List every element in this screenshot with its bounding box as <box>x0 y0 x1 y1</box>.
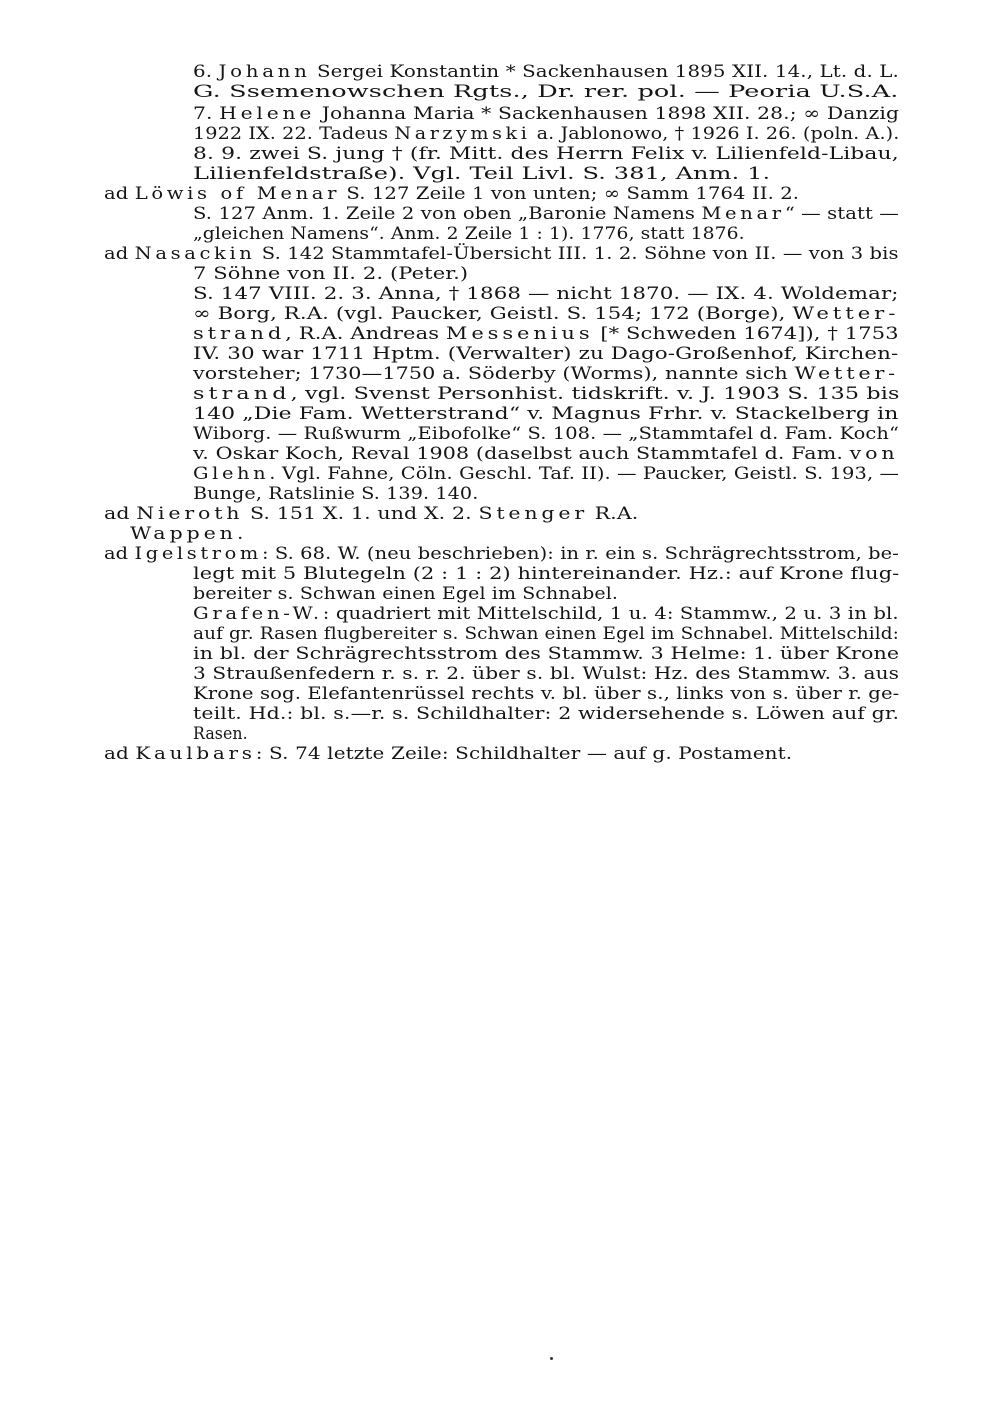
text-line <box>193 104 899 124</box>
text-run: Wiborg. — Rußwurm „Eibofolke“ S. 108. — „Stammtafel d. Fam. Koch“ <box>193 424 900 444</box>
spaced-name: Messenius <box>445 324 594 344</box>
text-line <box>104 504 638 524</box>
text-run: a. Jablonowo, † 1926 I. 26. (poln. A.). <box>530 124 900 144</box>
text-line <box>193 384 900 404</box>
text-line <box>193 344 898 364</box>
text-run: 7 Söhne von II. 2. (Peter.) <box>193 264 469 284</box>
text-line <box>193 644 899 664</box>
text-run: ad <box>104 744 136 764</box>
text-run: : S. 68. W. (neu beschrieben): in r. ein s. Schrägrechtsstrom, be- <box>261 544 899 564</box>
text-run: . <box>236 524 244 544</box>
text-run: 6. <box>193 62 219 82</box>
text-line <box>193 224 745 244</box>
text-line <box>104 244 899 264</box>
text-run: bereiter s. Schwan einen Egel im Schnabel. <box>193 584 619 604</box>
spaced-name: Helene <box>219 104 316 124</box>
text-line <box>193 324 899 344</box>
spaced-name: von <box>849 444 899 464</box>
text-line <box>193 684 899 704</box>
text-line <box>193 464 899 484</box>
text-run: legt mit 5 Blutegeln (2 : 1 : 2) hintereinander. Hz.: auf Krone flug- <box>193 564 900 584</box>
text-run: Sergei Konstantin * Sackenhausen 1895 XII. 14., Lt. d. L. <box>310 62 899 82</box>
text-line <box>193 264 468 284</box>
spaced-name: Narzymski <box>394 124 531 144</box>
text-run: teilt. Hd.: bl. s.—r. s. Schildhalter: 2 widersehende s. Löwen auf gr. <box>193 704 900 724</box>
text-run: ad <box>104 504 137 524</box>
spaced-name: strand <box>193 324 286 344</box>
text-run: , R.A. Andreas <box>285 324 446 344</box>
spaced-name: Wappen <box>130 524 237 544</box>
text-run: S. 147 VIII. 2. 3. Anna, † 1868 — nicht 1870. — IX. 4. Woldemar; <box>193 284 899 304</box>
text-run: in bl. der Schrägrechtsstrom des Stammw. 3 Helme: 1. über Krone <box>193 644 900 664</box>
text-line <box>193 604 899 624</box>
text-line <box>104 744 792 764</box>
text-run: . Vgl. Fahne, Cöln. Geschl. Taf. II). — Paucker, Geistl. S. 193, — <box>269 464 900 484</box>
text-run: vorsteher; 1730—1750 a. Söderby (Worms), nannte sich <box>193 364 795 384</box>
text-line <box>193 444 899 464</box>
text-line <box>193 82 899 102</box>
spaced-name: Glehn <box>193 464 270 484</box>
spaced-name: Menar <box>701 204 785 224</box>
text-run: 8. 9. zwei S. jung † (fr. Mitt. des Herrn Felix v. Lilienfeld-Libau, <box>193 144 899 164</box>
spaced-name: Johann <box>218 62 311 82</box>
text-run: S. 151 X. 1. und X. 2. <box>243 504 479 524</box>
text-run: auf gr. Rasen flugbereiter s. Schwan einen Egel im Schnabel. Mittelschild: <box>193 624 899 644</box>
text-run: “ — statt — <box>784 204 899 224</box>
spaced-name: Wetter- <box>792 304 900 324</box>
text-run: Krone sog. Elefantenrüssel rechts v. bl. über s., links von s. über r. ge- <box>193 684 900 704</box>
text-line <box>193 664 899 684</box>
text-run: [* Schweden 1674]), † 1753 <box>593 324 899 344</box>
text-run: Bunge, Ratslinie S. 139. 140. <box>193 484 479 504</box>
spaced-name: Löwis of Menar <box>134 184 341 204</box>
text-run: 3 Straußenfedern r. s. r. 2. über s. bl. Wulst: Hz. des Stammw. 3. aus <box>193 664 900 684</box>
text-run: Johanna Maria * Sackenhausen 1898 XII. 28.; ∞ Danzig <box>315 104 900 124</box>
page-mark <box>550 1357 553 1360</box>
spaced-name: Kaulbars <box>135 744 256 764</box>
text-run: 1922 IX. 22. Tadeus <box>193 124 395 144</box>
text-run: „gleichen Namens“. Anm. 2 Zeile 1 : 1). 1776, statt 1876. <box>193 224 745 244</box>
text-run: S. 127 Zeile 1 von unten; ∞ Samm 1764 II. 2. <box>340 184 800 204</box>
text-run: G. Ssemenowschen Rgts., Dr. rer. pol. — Peoria U.S.A. <box>193 82 899 102</box>
text-run: IV. 30 war 1711 Hptm. (Verwalter) zu Dago-Großenhof, Kirchen- <box>193 344 899 364</box>
text-line <box>193 284 899 304</box>
text-run: S. 127 Anm. 1. Zeile 2 von oben „Baronie Namens <box>193 204 702 224</box>
spaced-name: strand <box>193 384 291 404</box>
text-line <box>104 184 799 204</box>
text-line <box>193 124 899 144</box>
text-line <box>193 704 899 724</box>
text-run: v. Oskar Koch, Reval 1908 (daselbst auch Stammtafel d. Fam. <box>193 444 850 464</box>
text-line <box>193 424 899 444</box>
text-run: ad <box>104 544 135 564</box>
text-run: ∞ Borg, R.A. (vgl. Paucker, Geistl. S. 154; 172 (Borge), <box>193 304 793 324</box>
text-line <box>130 524 244 544</box>
spaced-name: Stenger <box>478 504 588 524</box>
text-line <box>193 364 899 384</box>
spaced-name: Grafen-W. <box>193 604 323 624</box>
text-run: R.A. <box>587 504 639 524</box>
text-run: ad <box>104 244 135 264</box>
text-line <box>193 564 899 584</box>
text-line <box>193 724 248 744</box>
text-run: Lilienfeldstraße). Vgl. Teil Livl. S. 381, Anm. 1. <box>193 164 771 184</box>
text-run: 140 „Die Fam. Wetterstrand“ v. Magnus Frhr. v. Stackelberg in <box>193 404 899 424</box>
text-run: 7. <box>193 104 220 124</box>
text-run: ad <box>104 184 135 204</box>
spaced-name: Wetter- <box>794 364 900 384</box>
text-line <box>193 144 899 164</box>
text-line <box>193 62 899 82</box>
spaced-name: Nieroth <box>136 504 244 524</box>
text-run: : quadriert mit Mittelschild, 1 u. 4: Stammw., 2 u. 3 in bl. <box>322 604 899 624</box>
spaced-name: Igelstrom <box>134 544 262 564</box>
text-run: Rasen. <box>193 724 248 744</box>
text-run: S. 142 Stammtafel-Übersicht III. 1. 2. Söhne von II. — von 3 bis <box>255 244 899 264</box>
text-line <box>193 204 899 224</box>
text-line <box>193 624 899 644</box>
text-line <box>193 404 898 424</box>
text-line <box>104 544 899 564</box>
spaced-name: Nasackin <box>134 244 256 264</box>
text-line <box>193 304 899 324</box>
text-run: , vgl. Svenst Personhist. tidskrift. v. J. 1903 S. 135 bis <box>290 384 900 404</box>
text-run: : S. 74 letzte Zeile: Schildhalter — auf g. Postament. <box>255 744 793 764</box>
text-line <box>193 584 618 604</box>
text-line <box>193 484 478 504</box>
text-line <box>193 164 770 184</box>
